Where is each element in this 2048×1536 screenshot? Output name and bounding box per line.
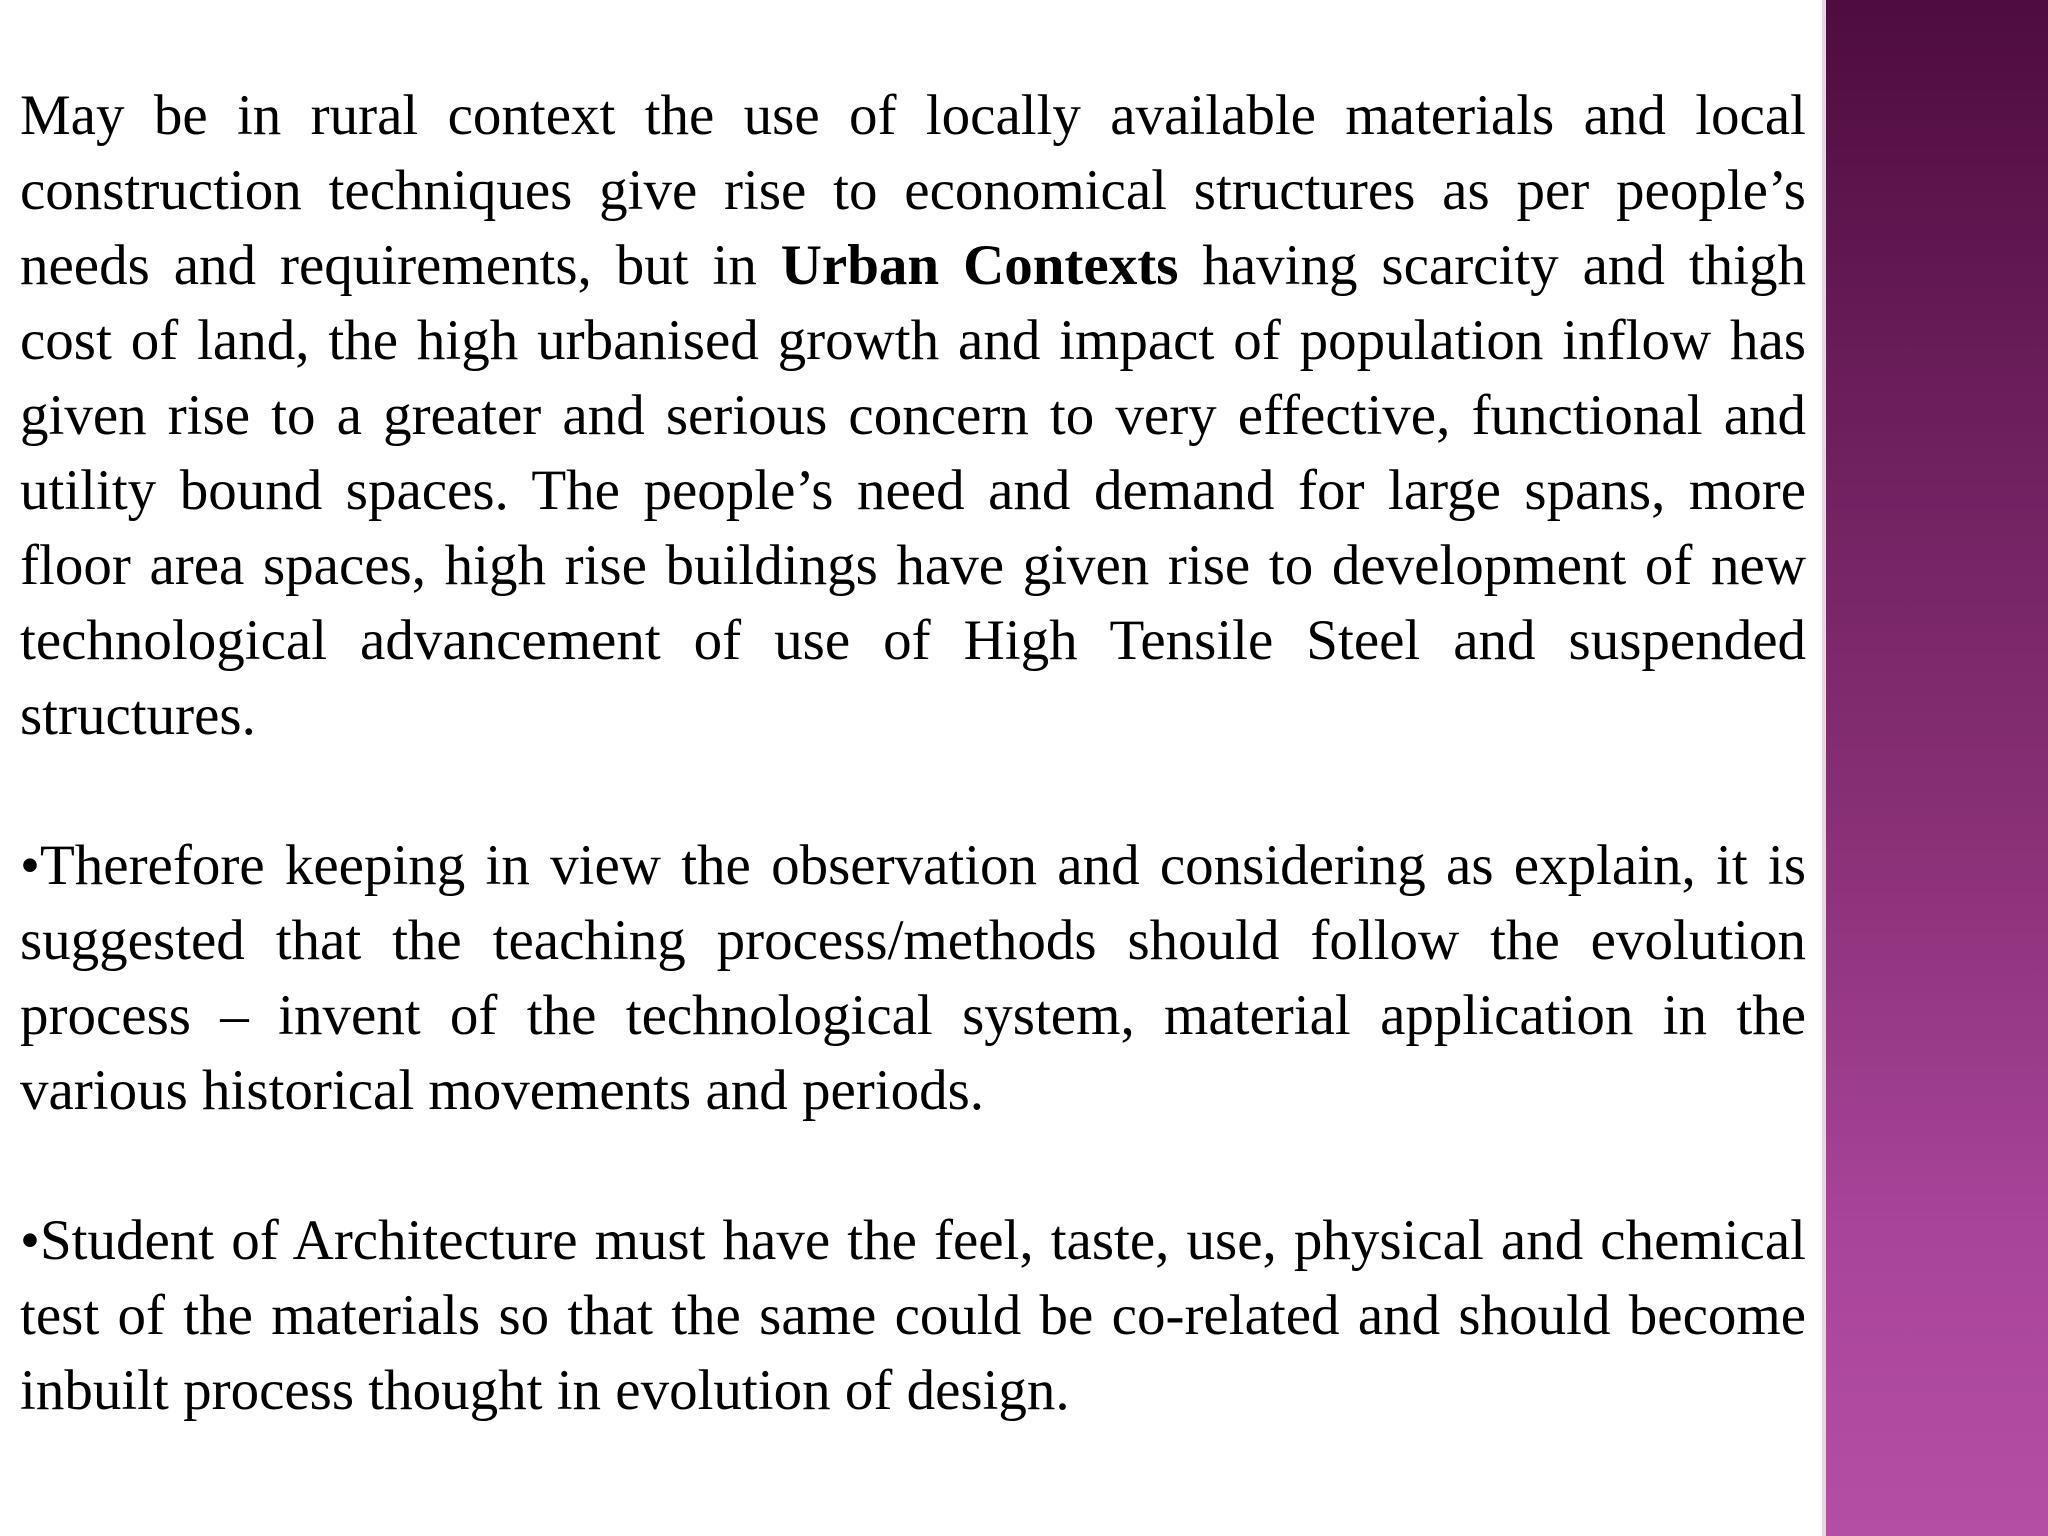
paragraph-1-text-start: May be in rural context the use of locally available materials and local construction techniques give rise to economical structures as per people’s needs and requirements, but in — [20, 84, 1806, 297]
urban-contexts-bold: Urban Contexts — [780, 234, 1179, 297]
paragraph-teaching-process: •Therefore keeping in view the observation and considering as explain, it is suggested that the teaching process/methods should follow the evolution process – invent of the technological system, material application in the various historical movements and periods. — [20, 834, 1806, 1122]
paragraph-spacer — [20, 1128, 1806, 1203]
paragraph-spacer — [20, 753, 1806, 828]
decorative-side-band — [1826, 0, 2048, 1536]
paragraph-student-architecture: •Student of Architecture must have the feel, taste, use, physical and chemical test of the materials so that the same could be co-related and should become inbuilt process thought in evolution of design. — [20, 1209, 1806, 1422]
paragraph-1-text-end: having scarcity and thigh cost of land, the high urbanised growth and impact of population inflow has given rise to a greater and serious concern to very effective, functional and utility bound spaces. The people’s need and demand for large spans, more floor area spaces, high rise buildings have given rise to development of new technological advancement of use of High Tensile Steel and suspended structures. — [20, 234, 1806, 747]
paragraph-urban-context — [20, 78, 1806, 753]
slide-body — [20, 78, 1806, 1428]
